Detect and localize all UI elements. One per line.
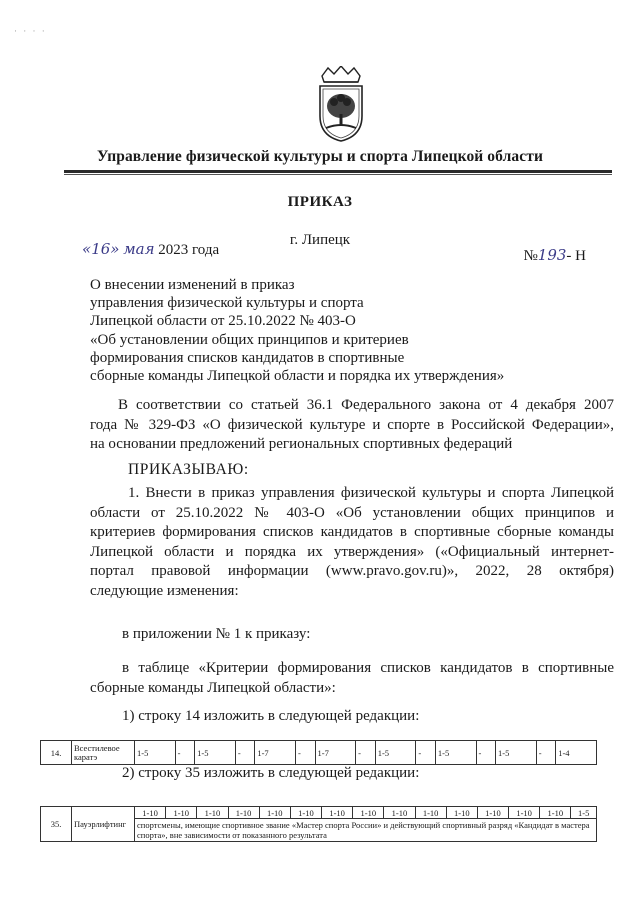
row35-instruction: 2) строку 35 изложить в следующей редакции: [122, 765, 420, 781]
header-rule-thin [64, 174, 612, 175]
row-number-cell: 14. [41, 741, 72, 765]
header-rule [64, 170, 612, 173]
sport-cell: Всестилевое каратэ [72, 741, 135, 765]
city: г. Липецк [289, 232, 351, 248]
criteria-cell: 1-10 [166, 807, 197, 819]
criteria-cell: 1-10 [135, 807, 166, 819]
authority-name: Управление физической культуры и спорта Липецкой области [97, 148, 543, 165]
prikazyvayu-heading: ПРИКАЗЫВАЮ: [128, 461, 249, 478]
text-line: года № 329-ФЗ «О физической культуре и спорте в Российской Федерации», [90, 416, 614, 433]
text-line: портал правовой информации (www.pravo.gov.ru)», 2022, 28 октября) [90, 563, 614, 579]
date-day: 16 [91, 240, 111, 258]
criteria-cell: 1-5 [135, 741, 176, 765]
criteria-cell: 1-5 [496, 741, 537, 765]
date-year: 2023 года [158, 242, 220, 258]
criteria-cell: - [476, 741, 496, 765]
text-line: сборные команды Липецкой области»: [90, 679, 336, 696]
criteria-cell: - [356, 741, 376, 765]
text-line: области от 25.10.2022 № 403-О «Об установлении общих принципов и [90, 504, 614, 521]
criteria-cell: 1-5 [195, 741, 236, 765]
criteria-cell: - [175, 741, 195, 765]
criteria-cell: 1-10 [197, 807, 228, 819]
criteria-cell: - [235, 741, 255, 765]
criteria-cell: 1-10 [322, 807, 353, 819]
subject-line: формирования списков кандидатов в спортивные [90, 349, 405, 366]
criteria-cell: 1-4 [556, 741, 597, 765]
row-14-table [40, 740, 597, 765]
number-value: 193 [537, 246, 567, 264]
criteria-cell: 1-10 [415, 807, 446, 819]
text-line: в таблице «Критерии формирования списков кандидатов в спортивные [122, 660, 614, 676]
order-subject [90, 276, 504, 385]
date-month: мая [123, 240, 155, 258]
criteria-cell: 1-5 [571, 807, 597, 819]
row-number-cell: 35. [41, 807, 72, 842]
table-row [41, 807, 597, 819]
criteria-cell: 1-5 [435, 741, 476, 765]
criteria-cell: - [536, 741, 556, 765]
text-line: В соответствии со статьей 36.1 Федерального закона от 4 декабря 2007 [118, 397, 614, 413]
sport-cell: Пауэрлифтинг [72, 807, 135, 842]
preamble-paragraph [90, 396, 614, 455]
subject-line: О внесении изменений в приказ [90, 277, 295, 293]
criteria-cell: 1-7 [315, 741, 356, 765]
clause-1-paragraph [90, 484, 614, 601]
criteria-cell: 1-10 [509, 807, 540, 819]
number-prefix: № [523, 248, 538, 264]
criteria-cell: 1-10 [259, 807, 290, 819]
text-line: критериев формирования списков кандидатов в спортивные сборные команды [90, 524, 614, 540]
number-suffix: - Н [566, 248, 586, 264]
row14-instruction: 1) строку 14 изложить в следующей редакции: [122, 708, 420, 724]
criteria-cell: 1-10 [446, 807, 477, 819]
criteria-cell: - [296, 741, 316, 765]
criteria-cell: 1-10 [228, 807, 259, 819]
criteria-cell: 1-7 [255, 741, 296, 765]
table-row [41, 741, 597, 765]
order-date [82, 240, 219, 259]
subject-line: «Об установлении общих принципов и критериев [90, 331, 409, 348]
text-line: Липецкой области и порядка их утверждения» («Официальный интернет- [90, 543, 614, 560]
text-line: следующие изменения: [90, 582, 239, 599]
subject-line: сборные команды Липецкой области и порядка их утверждения» [90, 368, 505, 385]
subject-line: управления физической культуры и спорта [90, 295, 364, 312]
date-quote-close: » [110, 240, 120, 258]
text-line: 1. Внести в приказ управления физической культуры и спорта Липецкой [128, 485, 614, 501]
appendix-line: в приложении № 1 к приказу: [122, 626, 311, 642]
criteria-cell: 1-10 [477, 807, 508, 819]
margin-scribble: · · · · [14, 26, 47, 36]
subject-line: Липецкой области от 25.10.2022 № 403-О [90, 313, 356, 330]
criteria-cell: 1-10 [353, 807, 384, 819]
criteria-cell: 1-10 [540, 807, 571, 819]
criteria-cell: 1-5 [375, 741, 416, 765]
coat-of-arms-icon [314, 66, 368, 142]
criteria-cell: 1-10 [384, 807, 415, 819]
text-line: на основании предложений региональных спортивных федераций [90, 436, 513, 452]
row-35-table [40, 806, 597, 842]
order-number [523, 246, 586, 265]
date-quote-open: « [82, 240, 92, 258]
note-cell: спортсмены, имеющие спортивное звание «Мастер спорта России» и действующий спортивный разряд «Кандидат в мастера спорта», вне зависимости от показанного результата [135, 819, 597, 842]
table-reference-paragraph [90, 659, 614, 698]
criteria-cell: 1-10 [290, 807, 321, 819]
order-title: ПРИКАЗ [287, 194, 353, 210]
criteria-cell: - [416, 741, 436, 765]
